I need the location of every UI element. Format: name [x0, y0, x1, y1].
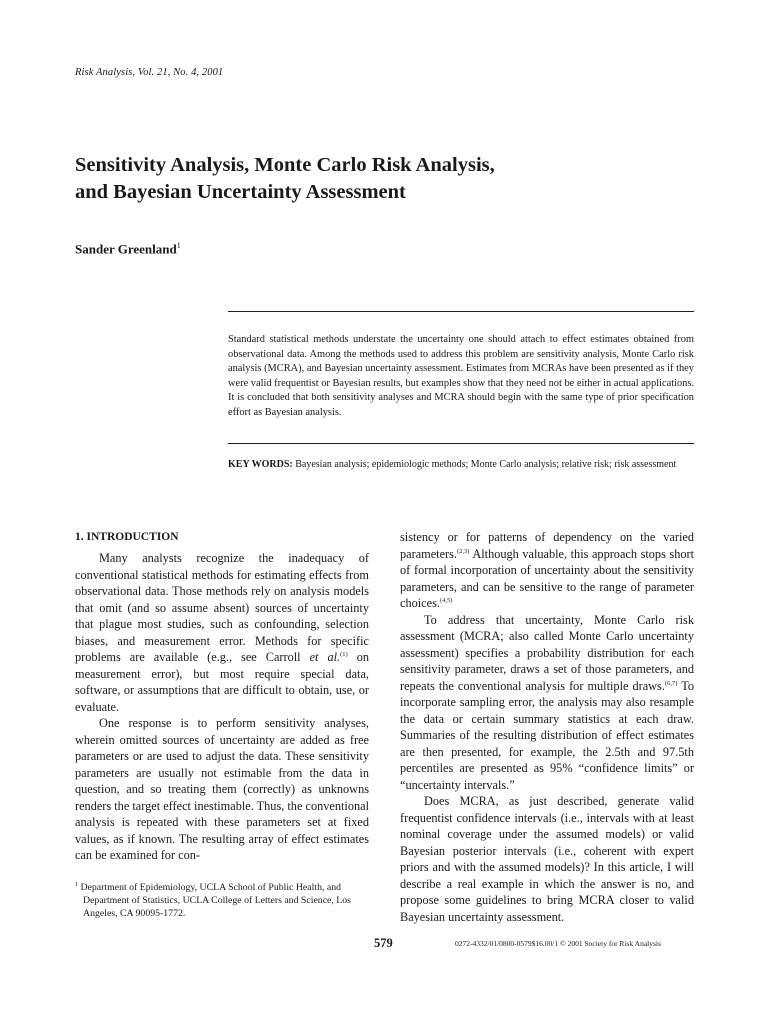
citation-ref: (6,7): [664, 679, 678, 687]
right-column: [400, 529, 694, 925]
key-words-text: Bayesian analysis; epidemiologic methods; Monte Carlo analysis; relative risk; risk assessment: [292, 459, 677, 470]
intro-paragraph-4: Does MCRA, as just described, generate valid frequentist confidence intervals (i.e., intervals with at least nominal coverage under the assumed models) or valid Bayesian posterior intervals (i.e., coherent with expert priors and with the assumed models)? In this article, I will describe a real example in which the answer is no, and propose some guidelines to bring MCRA closer to valid Bayesian uncertainty assessment.: [400, 794, 694, 924]
article-title: [75, 152, 695, 206]
abstract: Standard statistical methods understate the uncertainty one should attach to effect estimates obtained from observational data. Among the methods used to address this problem are sensitivity analysis, Monte Carlo risk analysis (MCRA), and Bayesian uncertainty assessment. Estimates from MCRAs have been presented as if they were valid frequentist or Bayesian results, but examples show that they need not be either in actual applications. It is concluded that both sensitivity analyses and MCRA should begin with the same type of prior specification effort as Bayesian analysis.: [228, 334, 694, 418]
abstract-bottom-rule: [228, 443, 694, 444]
author-name: [75, 241, 181, 257]
footnote-text: Department of Epidemiology, UCLA School of Public Health, and Department of Statistics, UCLA College of Letters and Science, Los Angeles, CA 90095-1772.: [78, 882, 351, 919]
footnote-mark: 1: [75, 882, 78, 888]
key-words-label: KEY WORDS:: [228, 459, 293, 470]
intro-p3-text-b: To incorporate sampling error, the analysis may also resample the data or certain summary statistics at each draw. Summaries of the resulting distribution of effect estimates are then presented, for example, the 2.5th and 97.5th percentiles are presented as 95% “confidence limits” or “uncertainty intervals.”: [400, 678, 694, 792]
title-line-1: Sensitivity Analysis, Monte Carlo Risk Analysis,: [75, 154, 495, 176]
author-affiliation-footnote: [75, 881, 369, 920]
title-line-2: and Bayesian Uncertainty Assessment: [75, 181, 406, 203]
key-words: [228, 459, 694, 472]
author-footnote-mark: 1: [176, 241, 181, 250]
intro-p1-text-b: on measurement error), but most require special data, software, or assumptions that are difficult to obtain, use, or evaluate.: [75, 650, 369, 714]
intro-p2c-text-a: sistency or for patterns of dependency on the varied parameters.: [400, 530, 694, 561]
intro-paragraph-3: [400, 612, 694, 794]
intro-paragraph-2: One response is to perform sensitivity analyses, wherein omitted sources of uncertainty are added as free parameters or are used to adjust the data. These sensitivity parameters are usually not estimable from the data in question, and so treating them (correctly) as unknowns renders the target effect inestimable. Thus, the conventional analysis is repeated with these parameters set at fixed values, as if known. The resulting array of effect estimates can be examined for con-: [75, 716, 370, 862]
citation-ref: (4,5): [439, 597, 453, 604]
section-heading-introduction: 1. INTRODUCTION: [75, 531, 179, 543]
footnote-text-block: [75, 881, 369, 920]
left-column: [75, 529, 369, 864]
abstract-top-rule: [228, 311, 694, 312]
intro-p1-etal: et al.: [309, 650, 341, 664]
intro-p2c-text-b: Although valuable, this approach stops short of formal incorporation of uncertainty about the sensitivity parameters, and can be sensitive to the range of parameter choices.: [400, 546, 694, 610]
copyright-line: 0272-4332/01/0800-0579$16.00/1 © 2001 Society for Risk Analysis: [455, 939, 661, 948]
intro-p3-text-a: To address that uncertainty, Monte Carlo risk assessment (MCRA; also called Monte Carlo uncertainty assessment) specifies a probability distribution for each sensitivity parameter, draws a set of those parameters, and repeats the conventional analysis for multiple draws.: [400, 612, 694, 693]
citation-ref: (2,3): [457, 547, 470, 555]
citation-ref: (1): [340, 651, 348, 658]
intro-p1-text-a: Many analysts recognize the inadequacy of conventional statistical methods for estimating effects from observational data. Those methods rely on analysis models that omit (and so assume absent) sources of uncertainty that plague most studies, such as confounding, selection biases, and measurement error. Methods for specific problems are available (e.g., see Carroll: [75, 551, 369, 664]
journal-citation: Risk Analysis, Vol. 21, No. 4, 2001: [75, 67, 224, 78]
intro-paragraph-2-continued: [400, 529, 694, 612]
page-number: 579: [374, 936, 393, 950]
intro-paragraph-1: [75, 550, 369, 715]
author-text: Sander Greenland: [75, 241, 177, 257]
